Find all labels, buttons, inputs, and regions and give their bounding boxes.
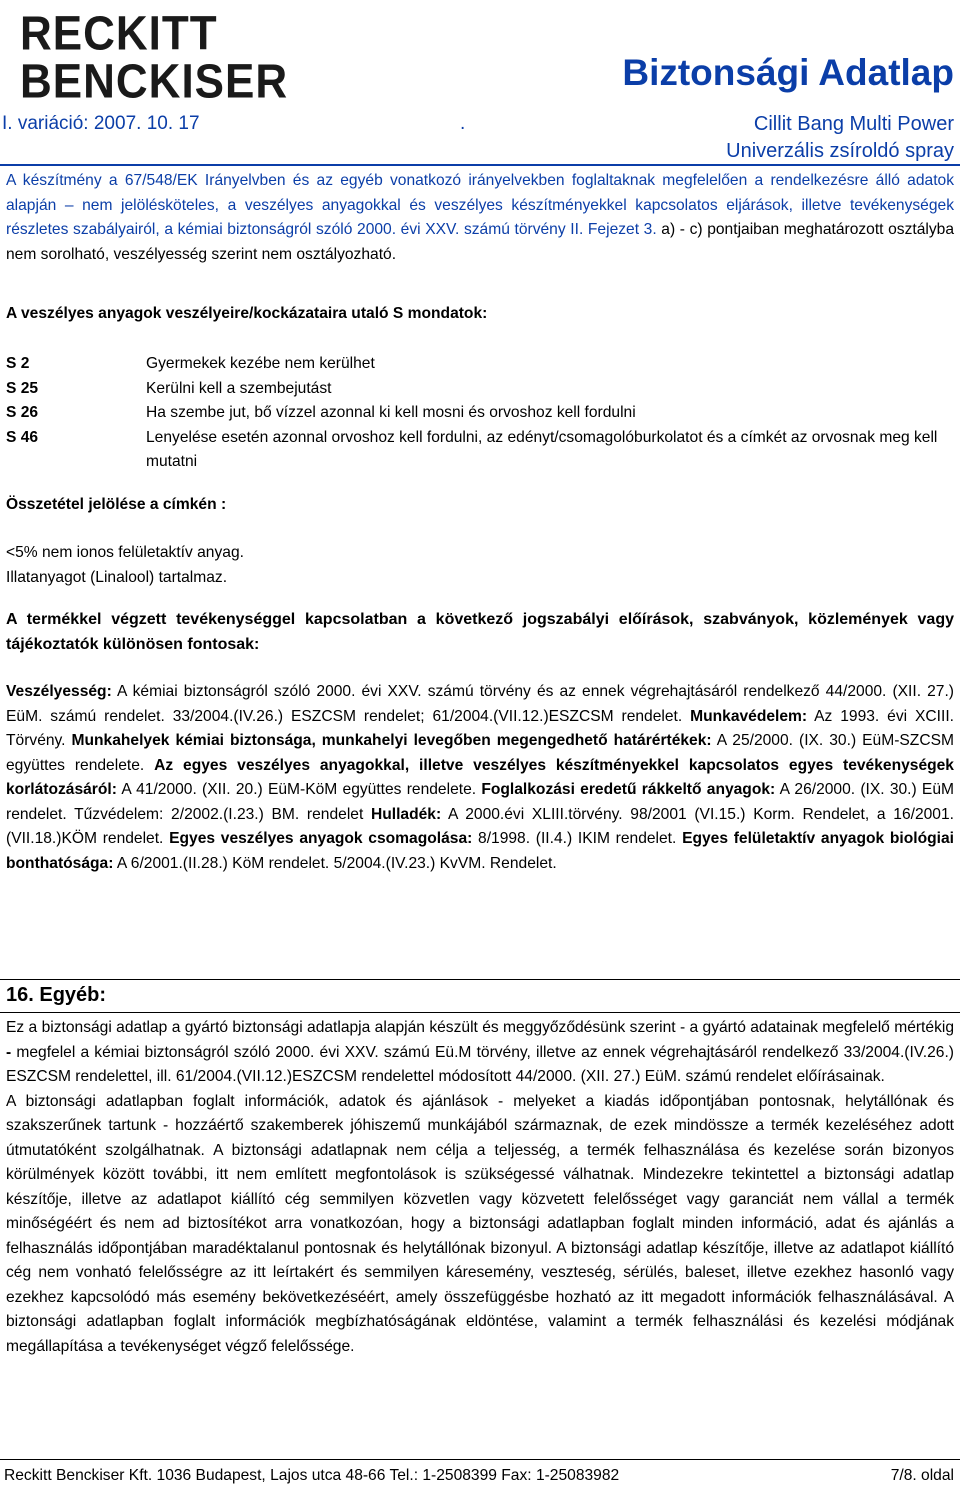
classification-paragraph <box>6 169 954 267</box>
s-phrase-text: Lenyelése esetén azonnal orvoshoz kell fordulni, az edényt/csomagolóburkolatot és a címkét az orvosnak meg kell mutatni <box>146 428 938 470</box>
classification-text: a) - c) pontjaiban meghatározott osztályba nem sorolható, veszélyesség szerint nem osztályozható. <box>6 221 954 263</box>
footer-page-number: 7/8. oldal <box>890 1467 954 1484</box>
list-item <box>6 401 956 426</box>
regulation-label: Munkavédelem: <box>690 707 808 725</box>
list-item <box>6 426 956 475</box>
regulation-text: Az 1993. évi XCIII. Törvény. <box>6 707 954 749</box>
section-16-dash: - <box>6 1043 12 1061</box>
s-phrase-code: S 25 <box>6 379 39 397</box>
document-title: Biztonsági Adatlap <box>622 52 954 93</box>
footer-rule <box>0 1459 960 1460</box>
s-phrase-code: S 46 <box>6 428 39 446</box>
regulation-text: 8/1998. (II.4.) IKIM rendelet. <box>472 830 683 847</box>
regulation-text: A 26/2000. (IX. 30.) EüM rendelet. Tűzvédelem: 2/2002.(I.23.) BM. rendelet <box>6 781 954 823</box>
section-16-text-b: megfelel a kémiai biztonságról szóló 2000. évi XXV. számú Eü.M törvény, illetve az ennek végrehajtásáról rendelkező 33/2004.(IV.26.) ESZCSM rendelettel, ill. 61/2004.(VII.12.)ESZCSM rendelettel módosított 44/2000. (XII. 27.) EüM. számú rendelet előírásainak. <box>6 1043 954 1085</box>
s-phrases-list <box>6 352 956 475</box>
logo-line-1: RECKITT <box>20 6 218 61</box>
regulation-text: A 6/2001.(II.28.) KöM rendelet. 5/2004.(IV.23.) KvVM. Rendelet. <box>113 854 557 872</box>
company-logo <box>20 6 290 109</box>
composition-line-2: Illatanyagot (Linalool) tartalmaz. <box>6 568 228 586</box>
regulation-text: A kémiai biztonságról szóló 2000. évi XXV. számú törvény és az ennek végrehajtásáról rendelkező 44/2000. (XII. 27.) EüM. számú rendelet. 33/2004.(IV.26.) ESZCSM rendelet; 61/2004.(VII.12.)ESZCSM rendelet. <box>6 683 954 725</box>
product-subtitle: Univerzális zsíroldó spray <box>726 140 954 162</box>
s-phrase-code: S 26 <box>6 404 39 421</box>
regulation-label: Foglalkozási eredetű rákkeltő anyagok: <box>481 781 776 798</box>
s-phrase-text: Ha szembe jut, bő vízzel azonnal ki kell mosni és orvoshoz kell fordulni <box>146 404 636 421</box>
section-16-body <box>6 1016 954 1359</box>
section-rule-top <box>0 979 960 980</box>
version-date: I. variáció: 2007. 10. 17 <box>2 113 200 134</box>
composition-heading: Összetétel jelölése a címkén : <box>6 496 227 513</box>
s-phrase-text: Gyermekek kezébe nem kerülhet <box>146 355 375 372</box>
regulations-body <box>6 680 954 876</box>
regulation-text: A 2000.évi XLIII.törvény. 98/2001 (VI.15.) Korm. Rendelet, a 16/2001.(VII.18.)KÖM rendelet. <box>6 805 954 847</box>
regulation-text: A 25/2000. (IX. 30.) EüM-SZCSM együttes rendelete. <box>6 732 954 774</box>
footer-company: Reckitt Benckiser Kft. 1036 Budapest, Lajos utca 48-66 Tel.: 1-2508399 Fax: 1-25083982 <box>4 1467 620 1484</box>
header-rule <box>0 164 960 166</box>
logo-line-2: BENCKISER <box>20 54 289 109</box>
regulation-label: Hulladék: <box>370 805 442 823</box>
regulations-heading: A termékkel végzett tevékenységgel kapcsolatban a következő jogszabályi előírások, szabványok, közlemények vagy tájékoztatók különösen fontosak: <box>6 611 954 653</box>
regulation-label: Munkahelyek kémiai biztonsága, munkahelyi levegőben megengedhető határértékek: <box>71 732 712 749</box>
header-dot: . <box>460 113 466 134</box>
section-16-text-a: Ez a biztonsági adatlap a gyártó biztonsági adatlapja alapján készült és meggyőződésünk szerint - a gyártó adatainak megfelelő mértékig <box>6 1019 954 1036</box>
list-item <box>6 352 956 377</box>
s-phrase-text: Kerülni kell a szembejutást <box>146 379 332 397</box>
s-phrases-heading: A veszélyes anyagok veszélyeire/kockázataira utaló S mondatok: <box>6 305 488 322</box>
regulation-label: Egyes felületaktív anyagok biológiai bonthatósága: <box>6 830 954 872</box>
regulation-label: Egyes veszélyes anyagok csomagolása: <box>169 830 473 847</box>
product-name: Cillit Bang Multi Power <box>753 113 954 135</box>
composition-line-1: <5% nem ionos felületaktív anyag. <box>6 544 244 561</box>
classification-text-blue: A készítmény a 67/548/EK Irányelvben és az egyéb vonatkozó irányelvekben foglaltaknak megfelelően a rendelkezésre álló adatok alapján – nem jelölésköteles, a veszélyes anyagokkal és veszélyes készítményekkel kapcsolatos eljárások, illetve tevékenységek részletes szabályairól, a kémiai biztonságról szóló 2000. évi XXV. számú törvény II. Fejezet 3. <box>6 172 954 238</box>
section-16-text-c: A biztonsági adatlapban foglalt információk, adatok és ajánlások - melyeket a kiadás időpontjában pontosnak, helytállónak és szakszerűnek tartunk - hozzáértő szakemberek jóhiszemű munkájából származnak, de ezek mindössze a termék kezeléséhez adott útmutatóként szolgálhatnak. A biztonsági adatlapnak nem célja a teljesség, a termék felhasználása és kezelése során bizonyos körülmények között további, itt nem említett megfontolások is szükségessé válhatnak. Mindezekre tekintettel a biztonsági adatlap készítője, illetve az adatlapot kiállító cég semmilyen közvetlen vagy közvetett felelősséget vagy garanciát nem vállal a termék minőségéért és nem ad biztosítékot arra vonatkozóan, hogy a biztonsági adatlapban foglalt minden információ, adat és ajánlás a felhasználás időpontjában maradéktalanul pontosnak és helytállónak bizonyul. A biztonsági adatlap készítője, illetve az adatlapot kiállító cég nem vonható felelősségre az itt leírtakért és semmilyen káresemény, veszteség, sérülés, baleset, illetve ezekhez hasonló vagy ezekhez kapcsolódó más esemény bekövetkezéséért, amely összefüggésbe hozható az itt megadott információk felhasználásával. A biztonsági adatlapban foglalt információk megbízhatóságának eldöntése, valamint a termék felhasználási és kezelési módjának megállapítása a tevékenységet végző felelőssége. <box>6 1092 954 1355</box>
regulation-label: Az egyes veszélyes anyagokkal, illetve veszélyes készítményekkel kapcsolatos egyes tevékenységek korlátozásáról: <box>6 756 954 798</box>
regulation-label: Veszélyesség: <box>6 683 112 700</box>
s-phrase-code: S 2 <box>6 355 30 372</box>
list-item <box>6 377 956 402</box>
section-16-heading: 16. Egyéb: <box>6 984 107 1006</box>
section-rule-bottom <box>0 1012 960 1013</box>
composition-body <box>6 541 954 590</box>
regulation-text: A 41/2000. (XII. 20.) EüM-KöM együttes rendelete. <box>116 781 482 798</box>
footer <box>4 1467 954 1485</box>
